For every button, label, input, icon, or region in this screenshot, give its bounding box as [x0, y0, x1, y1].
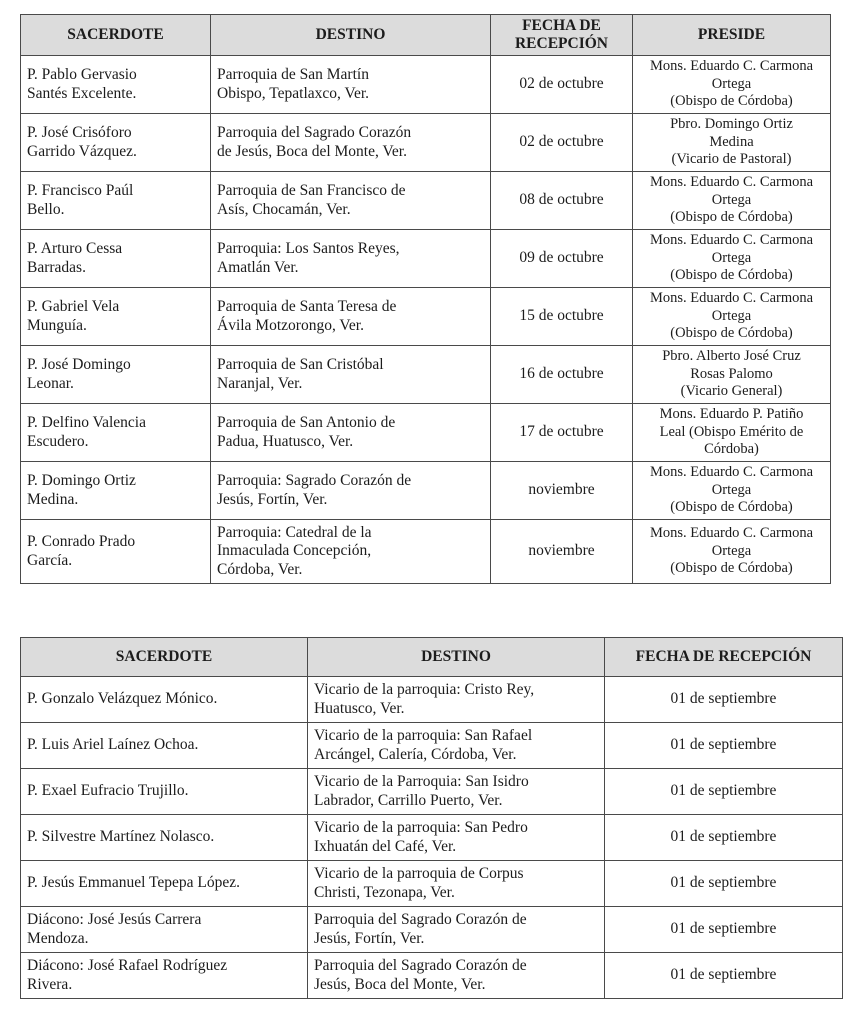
preside-cell-line: Medina — [709, 133, 754, 150]
fecha-cell: 17 de octubre — [491, 404, 633, 462]
destino-cell — [308, 953, 605, 999]
preside-cell — [633, 462, 831, 520]
sacerdote-cell-line: P. Gonzalo Velázquez Mónico. — [27, 690, 218, 708]
sacerdote-cell-line: P. Gabriel Vela — [27, 298, 120, 315]
destino-cell-line: Córdoba, Ver. — [217, 560, 303, 578]
destino-cell-line: Inmaculada Concepción, — [217, 542, 372, 560]
destino-cell-line: Parroquia de San Francisco de — [217, 182, 406, 199]
sacerdote-cell-line: P. Jesús Emmanuel Tepepa López. — [27, 874, 240, 892]
destino-cell-line: Labrador, Carrillo Puerto, Ver. — [314, 791, 503, 809]
preside-cell — [633, 520, 831, 584]
preside-cell-line: Ortega — [711, 542, 752, 559]
destino-cell — [211, 462, 491, 520]
sacerdote-cell — [21, 815, 308, 861]
header-fecha: FECHA DE RECEPCIÓN — [605, 638, 843, 677]
table-row — [21, 723, 843, 769]
preside-cell-line: Ortega — [711, 249, 752, 266]
table-row — [21, 462, 831, 520]
destino-cell-line: Parroquia: Catedral de la — [217, 523, 372, 541]
sacerdote-cell-line: P. Domingo Ortiz — [27, 472, 136, 489]
destino-cell-line: Parroquia del Sagrado Corazón de — [314, 957, 527, 974]
header-preside: PRESIDE — [633, 15, 831, 56]
preside-cell — [633, 114, 831, 172]
table-header-row — [21, 15, 831, 56]
destino-cell-line: Parroquia de San Antonio de — [217, 414, 396, 431]
sacerdote-cell — [21, 907, 308, 953]
preside-cell-line: Ortega — [711, 481, 752, 498]
destino-cell — [211, 346, 491, 404]
destino-cell-line: Ávila Motzorongo, Ver. — [217, 316, 364, 334]
fecha-cell: 02 de octubre — [491, 56, 633, 114]
fecha-cell: noviembre — [491, 462, 633, 520]
table-row — [21, 677, 843, 723]
table-row — [21, 346, 831, 404]
table-row — [21, 861, 843, 907]
sacerdote-cell-line: Munguía. — [27, 316, 87, 334]
destino-cell-line: Ixhuatán del Café, Ver. — [314, 837, 457, 855]
destino-cell — [211, 172, 491, 230]
fecha-cell: 01 de septiembre — [605, 861, 843, 907]
header-destino: DESTINO — [211, 15, 491, 56]
sacerdote-cell — [21, 723, 308, 769]
destino-cell — [308, 815, 605, 861]
preside-cell-line: (Vicario General) — [680, 383, 783, 400]
fecha-cell: 01 de septiembre — [605, 907, 843, 953]
destino-cell-line: Vicario de la parroquia: Cristo Rey, — [314, 681, 535, 698]
destino-cell — [211, 520, 491, 584]
sacerdote-cell-line: Diácono: José Rafael Rodríguez — [27, 957, 228, 974]
preside-cell-line: Mons. Eduardo C. Carmona — [649, 58, 814, 75]
preside-cell-line: Mons. Eduardo C. Carmona — [649, 232, 814, 249]
destino-cell — [308, 861, 605, 907]
table-row — [21, 815, 843, 861]
sacerdote-cell-line: Rivera. — [27, 975, 73, 993]
preside-cell — [633, 288, 831, 346]
preside-cell-line: Córdoba) — [704, 441, 759, 458]
sacerdote-cell-line: Medina. — [27, 490, 79, 508]
destino-cell — [211, 288, 491, 346]
destino-cell-line: Jesús, Fortín, Ver. — [314, 929, 425, 947]
destino-cell-line: Parroquia de San Martín — [217, 66, 369, 83]
table-row — [21, 953, 843, 999]
fecha-cell: 01 de septiembre — [605, 953, 843, 999]
destino-cell — [211, 404, 491, 462]
destino-cell — [308, 677, 605, 723]
sacerdote-cell-line: P. Pablo Gervasio — [27, 66, 137, 83]
preside-cell-line: Ortega — [711, 75, 752, 92]
destino-cell-line: Huatusco, Ver. — [314, 699, 405, 717]
sacerdote-cell-line: García. — [27, 551, 73, 569]
table-row — [21, 114, 831, 172]
preside-cell-line: (Obispo de Córdoba) — [670, 325, 793, 342]
destino-cell — [308, 769, 605, 815]
preside-cell-line: Pbro. Domingo Ortiz — [670, 116, 793, 133]
destino-cell-line: Vicario de la parroquia: San Rafael — [314, 727, 533, 744]
table-row — [21, 520, 831, 584]
sacerdote-cell-line: P. José Domingo — [27, 356, 131, 373]
preside-cell-line: (Vicario de Pastoral) — [671, 151, 792, 168]
destino-cell-line: Jesús, Boca del Monte, Ver. — [314, 975, 486, 993]
destino-cell-line: Asís, Chocamán, Ver. — [217, 200, 351, 218]
sacerdote-cell — [21, 346, 211, 404]
fecha-cell: 15 de octubre — [491, 288, 633, 346]
sacerdote-cell — [21, 953, 308, 999]
table-header-row — [21, 638, 843, 677]
table-row — [21, 230, 831, 288]
destino-cell-line: Vicario de la parroquia de Corpus — [314, 865, 524, 882]
destino-cell-line: Parroquia de San Cristóbal — [217, 356, 384, 373]
destino-cell-line: Vicario de la parroquia: San Pedro — [314, 819, 528, 836]
sacerdote-cell-line: Leonar. — [27, 374, 74, 392]
destino-cell-line: Naranjal, Ver. — [217, 374, 303, 392]
preside-cell-line: Pbro. Alberto José Cruz — [662, 348, 801, 365]
preside-cell-line: Mons. Eduardo P. Patiño — [659, 406, 804, 423]
sacerdote-cell-line: P. Arturo Cessa — [27, 240, 123, 257]
sacerdote-cell — [21, 462, 211, 520]
sacerdote-cell-line: P. Francisco Paúl — [27, 182, 134, 199]
sacerdote-cell-line: P. Silvestre Martínez Nolasco. — [27, 828, 215, 846]
sacerdote-cell-line: Escudero. — [27, 432, 89, 450]
header-fecha — [491, 15, 633, 56]
sacerdote-cell — [21, 677, 308, 723]
destino-cell-line: Arcángel, Calería, Córdoba, Ver. — [314, 745, 517, 763]
sacerdote-cell — [21, 404, 211, 462]
destino-cell-line: Parroquia de Santa Teresa de — [217, 298, 397, 315]
fecha-cell: 09 de octubre — [491, 230, 633, 288]
sacerdote-cell-line: P. Exael Eufracio Trujillo. — [27, 782, 189, 800]
preside-cell-line: Rosas Palomo — [690, 365, 773, 382]
table-row — [21, 769, 843, 815]
preside-cell-line: (Obispo de Córdoba) — [670, 560, 793, 577]
preside-cell-line: (Obispo de Córdoba) — [670, 499, 793, 516]
sacerdote-cell-line: Barradas. — [27, 258, 86, 276]
sacerdote-cell-line: P. Delfino Valencia — [27, 414, 146, 431]
destino-cell — [308, 907, 605, 953]
preside-cell — [633, 56, 831, 114]
preside-cell — [633, 230, 831, 288]
preside-cell-line: Mons. Eduardo C. Carmona — [649, 290, 814, 307]
table-row — [21, 288, 831, 346]
destino-cell-line: Vicario de la Parroquia: San Isidro — [314, 773, 529, 790]
destino-cell-line: Parroquia del Sagrado Corazón — [217, 124, 412, 141]
sacerdote-cell-line: Santés Excelente. — [27, 84, 137, 102]
destino-cell-line: Parroquia: Los Santos Reyes, — [217, 240, 400, 257]
destino-cell — [211, 114, 491, 172]
preside-cell-line: Leal (Obispo Emérito de — [659, 423, 804, 440]
preside-cell-line: (Obispo de Córdoba) — [670, 209, 793, 226]
fecha-cell: 16 de octubre — [491, 346, 633, 404]
sacerdote-cell — [21, 769, 308, 815]
sacerdote-cell-line: Diácono: José Jesús Carrera — [27, 911, 202, 928]
table-row — [21, 172, 831, 230]
header-sacerdote: SACERDOTE — [21, 15, 211, 56]
sacerdote-cell-line: P. José Crisóforo — [27, 124, 132, 141]
fecha-cell: 01 de septiembre — [605, 769, 843, 815]
preside-cell — [633, 346, 831, 404]
destino-cell — [308, 723, 605, 769]
preside-cell-line: Mons. Eduardo C. Carmona — [649, 174, 814, 191]
receptions-september-table — [20, 637, 843, 999]
table-row — [21, 56, 831, 114]
destino-cell-line: Parroquia: Sagrado Corazón de — [217, 472, 412, 489]
sacerdote-cell-line: Bello. — [27, 200, 65, 218]
fecha-cell: 01 de septiembre — [605, 677, 843, 723]
sacerdote-cell-line: P. Conrado Prado — [27, 533, 136, 550]
header-sacerdote: SACERDOTE — [21, 638, 308, 677]
sacerdote-cell — [21, 230, 211, 288]
preside-cell-line: Ortega — [711, 307, 752, 324]
preside-cell-line: (Obispo de Córdoba) — [670, 267, 793, 284]
preside-cell-line: Mons. Eduardo C. Carmona — [649, 525, 814, 542]
sacerdote-cell — [21, 56, 211, 114]
sacerdote-cell — [21, 288, 211, 346]
fecha-cell: 08 de octubre — [491, 172, 633, 230]
preside-cell-line: Mons. Eduardo C. Carmona — [649, 464, 814, 481]
fecha-cell: 02 de octubre — [491, 114, 633, 172]
header-fecha-text: FECHA DE RECEPCIÓN — [514, 17, 608, 52]
sacerdote-cell-line: Garrido Vázquez. — [27, 142, 137, 160]
sacerdote-cell — [21, 861, 308, 907]
destino-cell-line: Christi, Tezonapa, Ver. — [314, 883, 455, 901]
header-destino: DESTINO — [308, 638, 605, 677]
fecha-cell: noviembre — [491, 520, 633, 584]
destino-cell — [211, 56, 491, 114]
destino-cell-line: Obispo, Tepatlaxco, Ver. — [217, 84, 370, 102]
destino-cell-line: Amatlán Ver. — [217, 258, 299, 276]
destino-cell-line: de Jesús, Boca del Monte, Ver. — [217, 142, 407, 160]
sacerdote-cell — [21, 172, 211, 230]
preside-cell-line: Ortega — [711, 191, 752, 208]
sacerdote-cell — [21, 114, 211, 172]
destino-cell-line: Padua, Huatusco, Ver. — [217, 432, 354, 450]
destino-cell-line: Jesús, Fortín, Ver. — [217, 490, 328, 508]
table-row — [21, 907, 843, 953]
destino-cell-line: Parroquia del Sagrado Corazón de — [314, 911, 527, 928]
preside-cell-line: (Obispo de Córdoba) — [670, 93, 793, 110]
preside-cell — [633, 172, 831, 230]
sacerdote-cell — [21, 520, 211, 584]
sacerdote-cell-line: Mendoza. — [27, 929, 89, 947]
table-row — [21, 404, 831, 462]
receptions-october-november-table — [20, 14, 831, 584]
fecha-cell: 01 de septiembre — [605, 723, 843, 769]
destino-cell — [211, 230, 491, 288]
sacerdote-cell-line: P. Luis Ariel Laínez Ochoa. — [27, 736, 199, 754]
fecha-cell: 01 de septiembre — [605, 815, 843, 861]
preside-cell — [633, 404, 831, 462]
